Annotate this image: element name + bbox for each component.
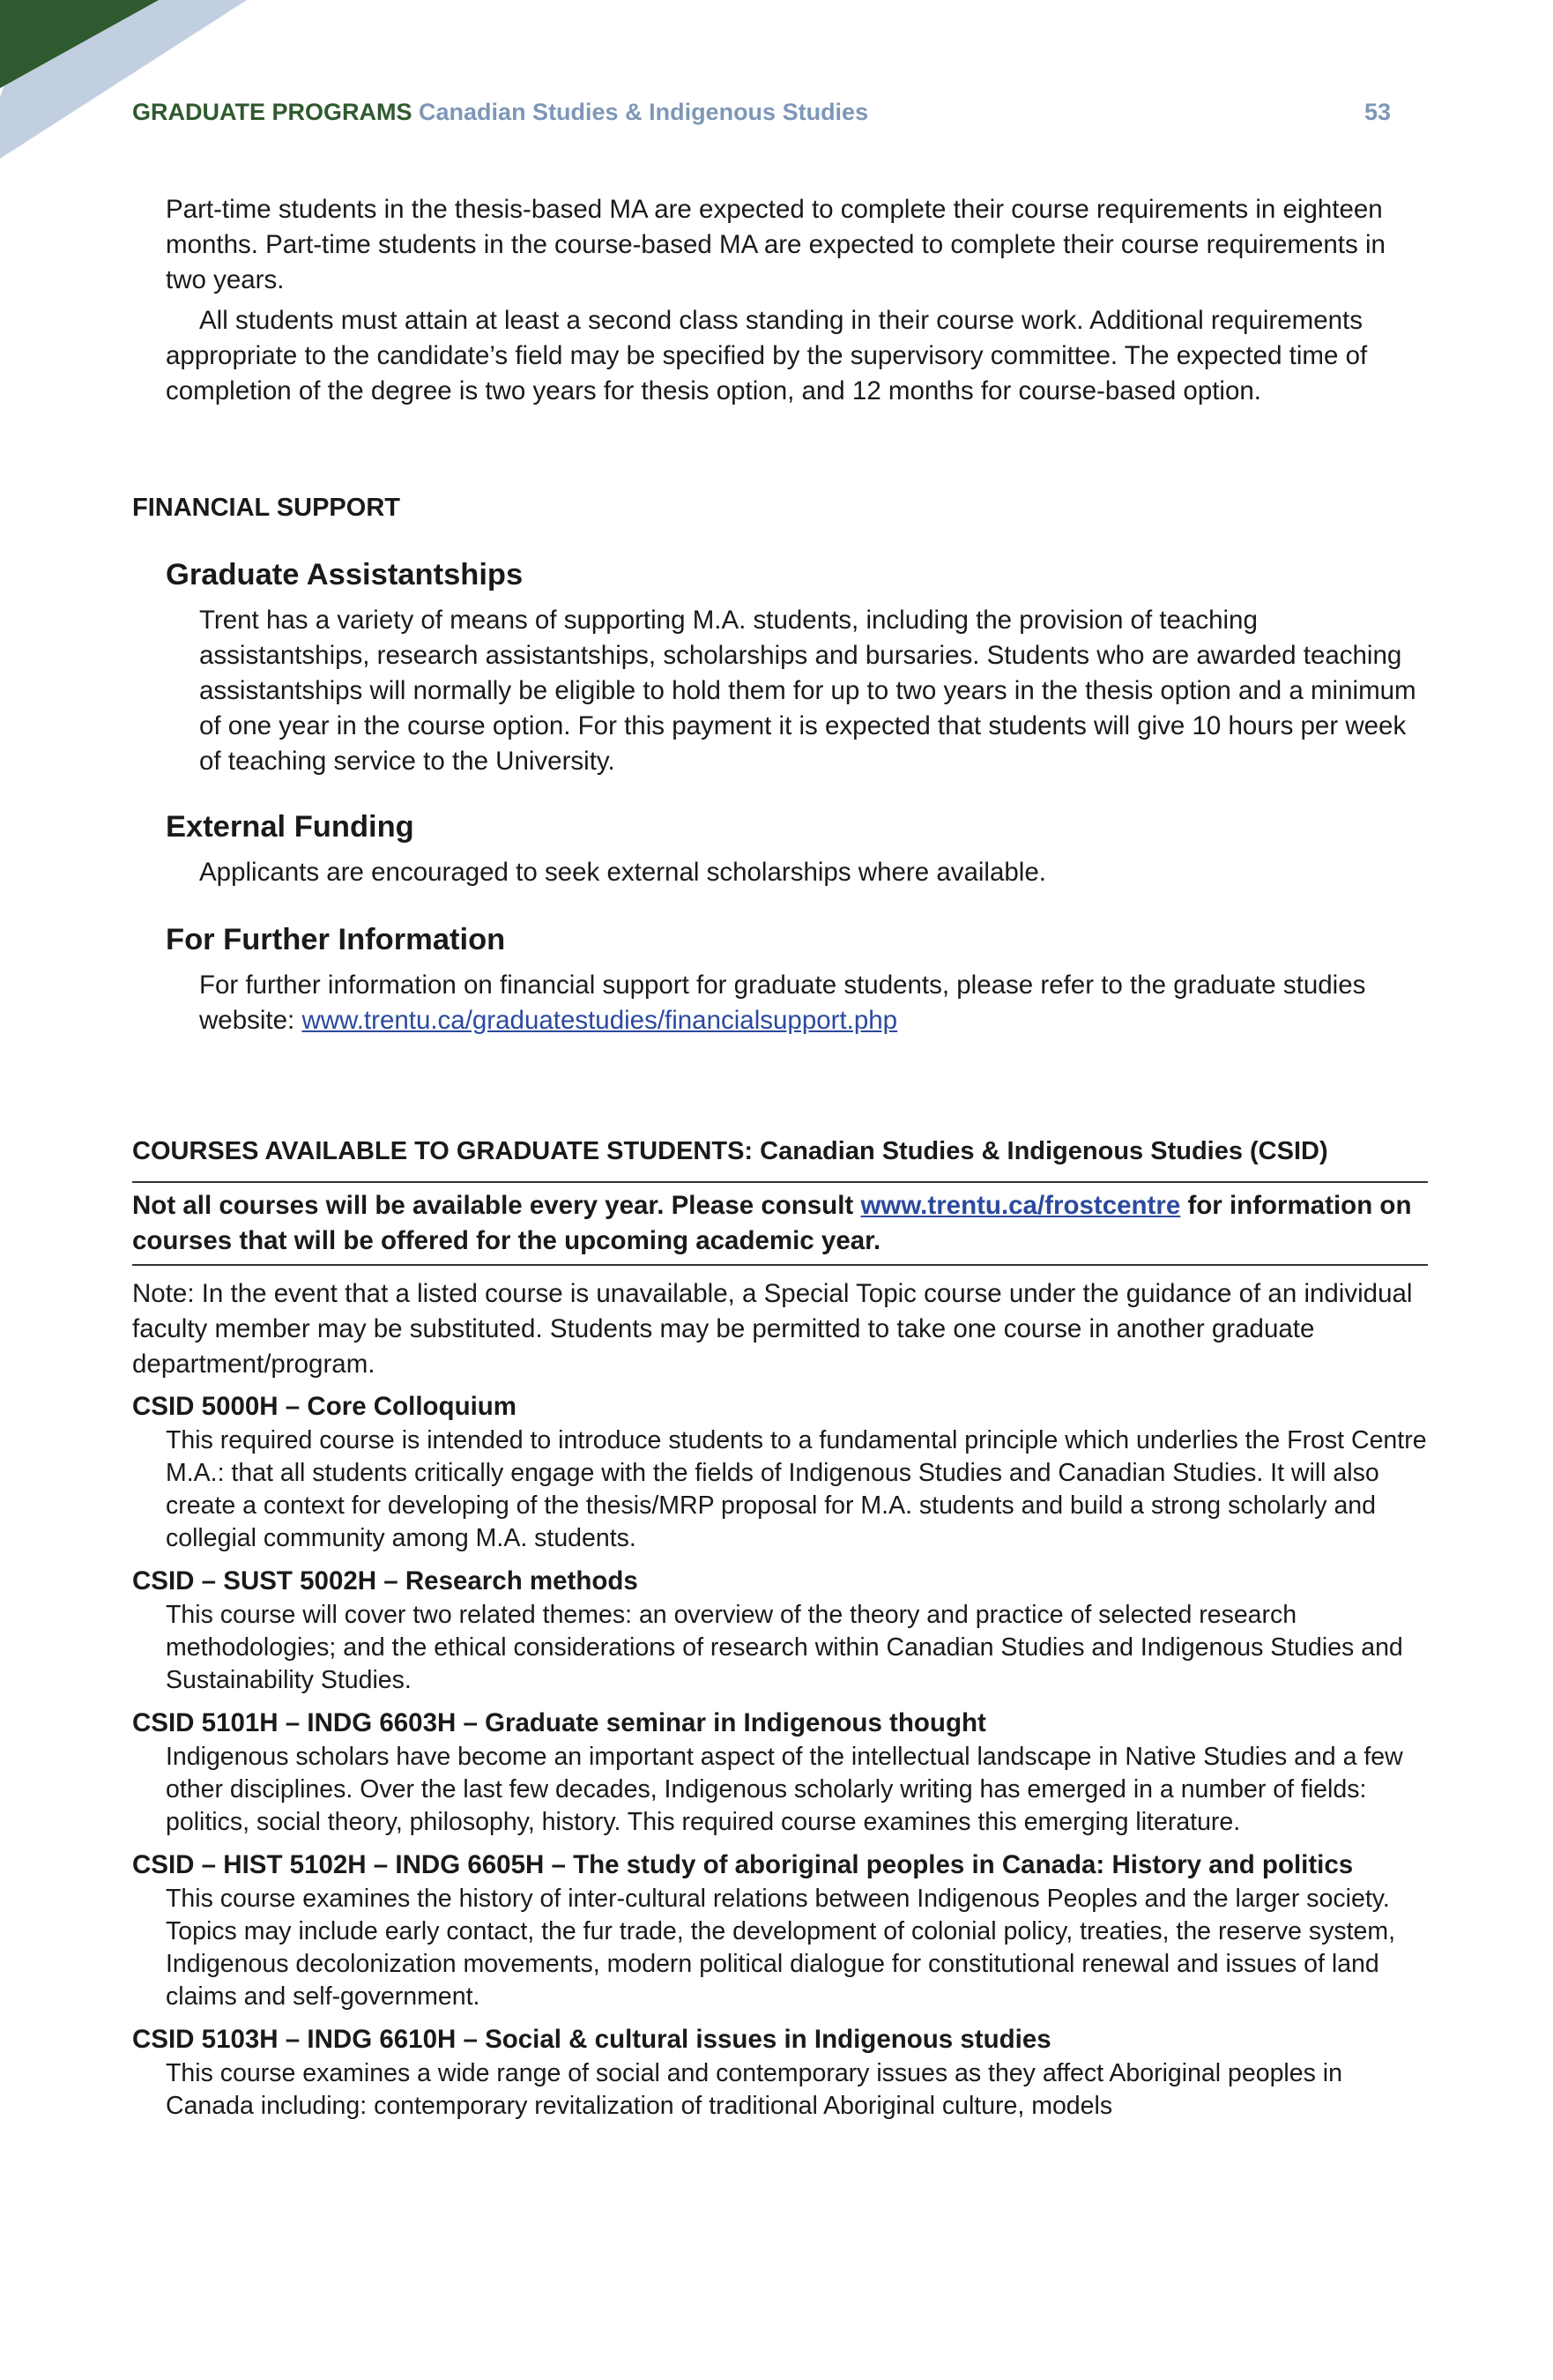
course-description: This course will cover two related themes: an overview of the theory and practice of selected research methodologies; and the ethical considerations of research within Canadian Studies and Indigenous Studies and Sustainability Studies. bbox=[166, 1601, 1403, 1694]
further-info-body bbox=[132, 968, 1428, 1038]
course-description: This course examines a wide range of social and contemporary issues as they affect Aboriginal peoples in Canada including: contemporary revitalization of traditional Aboriginal culture, models bbox=[166, 2059, 1342, 2120]
external-funding-heading: External Funding bbox=[166, 810, 414, 844]
course-item bbox=[132, 1848, 1428, 2013]
course-title: CSID 5000H – Core Colloquium bbox=[132, 1392, 517, 1421]
availability-notice bbox=[132, 1188, 1428, 1259]
header-subtitle: Canadian Studies & Indigenous Studies bbox=[419, 99, 869, 125]
further-info-text: For further information on financial support for graduate students, please refer to the graduate studies website: bbox=[199, 971, 1366, 1035]
intro-paragraph-2: All students must attain at least a second class standing in their course work. Additional requirements appropriate to the candidate’s field may be specified by the supervisory committee. The expected time of completion of the degree is two years for thesis option, and 12 months for course-based option. bbox=[166, 306, 1368, 405]
course-item bbox=[132, 1706, 1428, 1839]
corner-decoration bbox=[0, 0, 247, 159]
course-description: Indigenous scholars have become an important aspect of the intellectual landscape in Native Studies and a few other disciplines. Over the last few decades, Indigenous scholarly writing has emerged in a number of fields: politics, social theory, philosophy, history. This required course examines this emerging literature. bbox=[166, 1743, 1403, 1836]
course-title: CSID 5101H – INDG 6603H – Graduate seminar in Indigenous thought bbox=[132, 1708, 986, 1737]
course-title: CSID – HIST 5102H – INDG 6605H – The study of aboriginal peoples in Canada: History and politics bbox=[132, 1850, 1354, 1879]
header-section bbox=[132, 99, 868, 126]
course-list bbox=[132, 1389, 1428, 2123]
courses-section-title: COURSES AVAILABLE TO GRADUATE STUDENTS: Canadian Studies & Indigenous Studies (CSID) bbox=[132, 1137, 1328, 1165]
external-funding-body: Applicants are encouraged to seek external scholarships where available. bbox=[199, 858, 1046, 887]
page-content bbox=[132, 192, 1428, 2131]
course-note: Note: In the event that a listed course is unavailable, a Special Topic course under the guidance of an individual faculty member may be substituted. Students may be permitted to take one course in another graduate department/program. bbox=[132, 1279, 1413, 1379]
divider-bottom bbox=[132, 1264, 1428, 1266]
header-section-label: GRADUATE PROGRAMS bbox=[132, 99, 412, 125]
course-description: This course examines the history of inter-cultural relations between Indigenous Peoples and the larger society. Topics may include early contact, the fur trade, the development of colonial policy, treaties, the reserve system, Indigenous decolonization movements, modern political dialogue for constitutional renewal and issues of land claims and self-government. bbox=[166, 1885, 1396, 2011]
course-title: CSID – SUST 5002H – Research methods bbox=[132, 1566, 638, 1595]
further-info-heading: For Further Information bbox=[166, 923, 506, 956]
assistantships-body: Trent has a variety of means of supporting M.A. students, including the provision of teaching assistantships, research assistantships, scholarships and bursaries. Students who are awarded teaching assistantships will normally be eligible to hold them for up to two years in the thesis option and a minimum of one year in the course option. For this payment it is expected that students will give 10 hours per week of teaching service to the University. bbox=[199, 606, 1416, 776]
page-number: 53 bbox=[1364, 99, 1391, 125]
course-description: This required course is intended to introduce students to a fundamental principle which underlies the Frost Centre M.A.: that all students critically engage with the fields of Indigenous Studies and Canadian Studies. It will also create a context for developing of the thesis/MRP proposal for M.A. students and build a strong scholarly and collegial community among M.A. students. bbox=[166, 1426, 1427, 1552]
course-item bbox=[132, 1389, 1428, 1555]
course-item bbox=[132, 2022, 1428, 2123]
divider-top bbox=[132, 1181, 1428, 1183]
frostcentre-link[interactable]: www.trentu.ca/frostcentre bbox=[860, 1191, 1181, 1220]
course-item bbox=[132, 1564, 1428, 1697]
course-title: CSID 5103H – INDG 6610H – Social & cultural issues in Indigenous studies bbox=[132, 2025, 1051, 2054]
notice-text-before: Not all courses will be available every year. Please consult bbox=[132, 1191, 854, 1220]
financial-support-title: FINANCIAL SUPPORT bbox=[132, 494, 400, 522]
page-header bbox=[132, 99, 1391, 134]
intro-paragraph-1: Part-time students in the thesis-based MA are expected to complete their course requirements in eighteen months. Part-time students in the course-based MA are expected to complete their course requirements in two years. bbox=[166, 195, 1386, 294]
notice-text-after: for information on courses that will be offered for the upcoming academic year. bbox=[132, 1191, 1412, 1255]
assistantships-heading: Graduate Assistantships bbox=[166, 558, 524, 591]
financial-support-link[interactable]: www.trentu.ca/graduatestudies/financialsupport.php bbox=[301, 1006, 898, 1035]
